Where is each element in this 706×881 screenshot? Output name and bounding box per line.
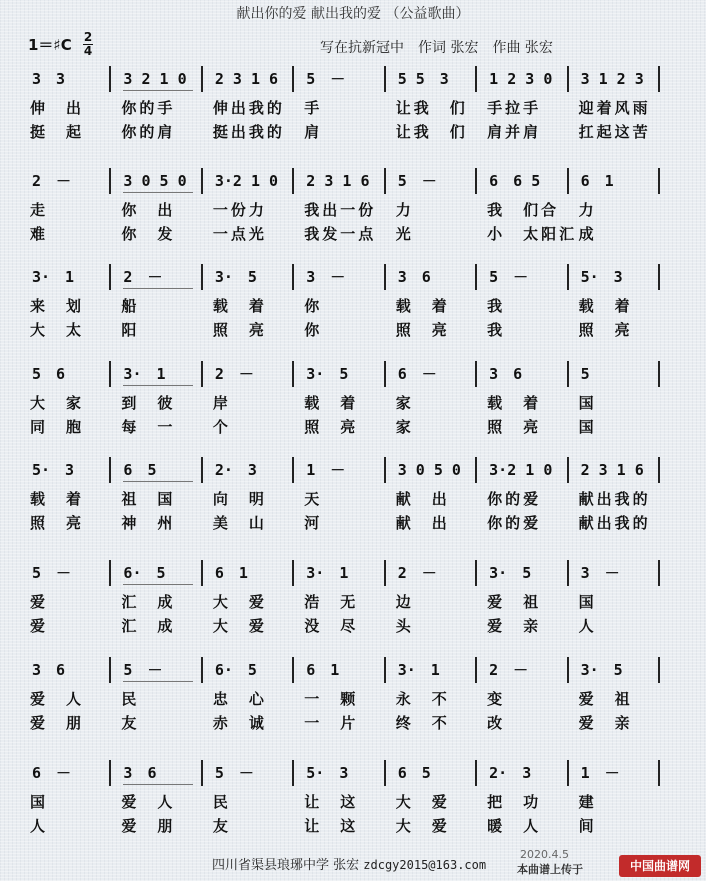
barline: [201, 168, 203, 194]
beam-line: [123, 584, 192, 585]
site-logo: 中国曲谱网: [619, 855, 701, 877]
footer-email: zdcgy2015@163.com: [363, 858, 487, 872]
lyric-verse-2: 间: [578, 817, 597, 835]
lyric-verse-1: 国: [30, 793, 49, 811]
measure-notes: 2 3 1 6: [306, 172, 370, 190]
lyric-verse-1: 爱 人: [30, 690, 85, 708]
lyric-verse-2: 每 一: [121, 418, 176, 436]
beam-line: [123, 288, 192, 289]
lyric-verse-2: 没 尽: [304, 617, 359, 635]
lyric-verse-2: 献 出: [395, 514, 450, 532]
lyric-verse-2: 爱 朋: [121, 817, 176, 835]
lyric-verse-1: 迎着风雨: [578, 99, 651, 117]
lyric-verse-1: 手: [304, 99, 323, 117]
lyric-verse-2: 照 亮: [30, 514, 85, 532]
barline: [384, 657, 386, 683]
measure-notes: 5· 3: [580, 268, 623, 286]
lyric-verse-2: 爱 朋: [30, 714, 85, 732]
barline: [292, 168, 294, 194]
lyric-verse-1: 大 家: [30, 394, 85, 412]
measure-notes: 5 －: [123, 661, 163, 679]
barline: [567, 264, 569, 290]
barline: [109, 264, 111, 290]
barline: [384, 361, 386, 387]
lyric-verse-1: 走: [30, 201, 49, 219]
measure-notes: 1 －: [580, 764, 620, 782]
barline: [658, 560, 660, 586]
barline: [658, 657, 660, 683]
barline: [658, 66, 660, 92]
barline: [567, 760, 569, 786]
lyric-verse-1: 载 着: [578, 297, 633, 315]
measure-notes: 3· 1: [32, 268, 75, 286]
barline: [567, 361, 569, 387]
measure-notes: 5· 3: [306, 764, 349, 782]
measure-notes: 2 －: [214, 365, 254, 383]
barline: [658, 361, 660, 387]
lyric-verse-2: 你 发: [121, 225, 176, 243]
credits: 写在抗新冠中 作词 张宏 作曲 张宏: [320, 40, 553, 56]
measure-notes: 2 3 1 6: [580, 461, 644, 479]
measure-notes: 6 －: [397, 365, 437, 383]
lyric-verse-2: 扛起这苦: [578, 123, 651, 141]
lyric-verse-1: 浩 无: [304, 593, 359, 611]
measure-notes: 5 5 3: [397, 70, 449, 88]
measure-notes: 3 0 5 0: [397, 461, 461, 479]
beam-line: [123, 90, 192, 91]
measure-notes: 1 2 3 0: [489, 70, 553, 88]
measure-notes: 6 5: [123, 461, 157, 479]
lyric-verse-2: 你的爱: [487, 514, 542, 532]
barline: [292, 66, 294, 92]
meter-top: 2: [83, 30, 93, 44]
lyric-verse-1: 变: [487, 690, 506, 708]
barline: [475, 560, 477, 586]
lyric-verse-1: 伸出我的: [212, 99, 285, 117]
lyric-verse-2: 国: [578, 418, 597, 436]
beam-line: [123, 784, 192, 785]
lyric-verse-1: 来 划: [30, 297, 85, 315]
measure-notes: 1 －: [306, 461, 346, 479]
lyric-verse-1: 天: [304, 490, 323, 508]
lyric-verse-2: 照 亮: [487, 418, 542, 436]
barline: [109, 560, 111, 586]
lyric-verse-1: 爱 祖: [487, 593, 542, 611]
lyric-verse-2: 美 山: [212, 514, 267, 532]
measure-notes: 2 －: [489, 661, 529, 679]
barline: [384, 66, 386, 92]
lyric-verse-2: 献出我的: [578, 514, 651, 532]
lyric-verse-2: 大 爱: [395, 817, 450, 835]
lyric-verse-2: 终 不: [395, 714, 450, 732]
barline: [384, 560, 386, 586]
lyric-verse-2: 小 太阳汇: [487, 225, 578, 243]
lyric-verse-1: 边: [395, 593, 414, 611]
lyric-verse-2: 你: [304, 321, 323, 339]
barline: [567, 168, 569, 194]
lyric-verse-2: 神 州: [121, 514, 176, 532]
lyric-verse-1: 爱: [30, 593, 49, 611]
barline: [109, 760, 111, 786]
measure-notes: 2· 3: [214, 461, 257, 479]
lyric-verse-1: 一份力: [212, 201, 267, 219]
lyric-verse-2: 河: [304, 514, 323, 532]
lyric-verse-1: 载 着: [30, 490, 85, 508]
measure-notes: 6 1: [306, 661, 340, 679]
lyric-verse-1: 民: [212, 793, 231, 811]
measure-notes: 5 －: [489, 268, 529, 286]
lyric-verse-2: 你的肩: [121, 123, 176, 141]
barline: [475, 361, 477, 387]
measure-notes: 5 －: [306, 70, 346, 88]
measure-notes: 3· 1: [306, 564, 349, 582]
lyric-verse-1: 让我 们: [395, 99, 468, 117]
beam-line: [123, 681, 192, 682]
lyric-verse-1: 力: [578, 201, 597, 219]
lyric-verse-1: 船: [121, 297, 140, 315]
measure-notes: 5 －: [214, 764, 254, 782]
barline: [567, 560, 569, 586]
lyric-verse-1: 国: [578, 593, 597, 611]
upload-note: 本曲谱上传于: [517, 863, 583, 876]
lyric-verse-2: 照 亮: [578, 321, 633, 339]
lyric-verse-1: 到 彼: [121, 394, 176, 412]
measure-notes: 5 6: [32, 365, 66, 383]
measure-notes: 6· 5: [123, 564, 166, 582]
lyric-verse-2: 爱 亲: [487, 617, 542, 635]
lyric-verse-1: 一 颗: [304, 690, 359, 708]
measure-notes: 6 1: [580, 172, 614, 190]
lyric-verse-2: 人: [578, 617, 597, 635]
lyric-verse-2: 照 亮: [304, 418, 359, 436]
lyric-verse-2: 家: [395, 418, 414, 436]
barline: [201, 66, 203, 92]
barline: [384, 457, 386, 483]
measure-notes: 3· 5: [214, 268, 257, 286]
lyric-verse-2: 阳: [121, 321, 140, 339]
lyric-verse-2: 人: [30, 817, 49, 835]
lyric-verse-1: 载 着: [304, 394, 359, 412]
meter-bottom: 4: [83, 44, 93, 58]
barline: [292, 560, 294, 586]
footer-school: 四川省渠县琅琊中学 张宏: [212, 858, 360, 873]
barline: [201, 457, 203, 483]
measure-notes: 3 6: [397, 268, 431, 286]
measure-notes: 2 －: [123, 268, 163, 286]
barline: [292, 457, 294, 483]
lyric-verse-2: 照 亮: [395, 321, 450, 339]
lyric-verse-1: 让 这: [304, 793, 359, 811]
lyric-verse-1: 献 出: [395, 490, 450, 508]
lyric-verse-1: 载 着: [487, 394, 542, 412]
lyric-verse-2: 肩: [304, 123, 323, 141]
measure-notes: 2· 3: [489, 764, 532, 782]
measure-notes: 3 2 1 0: [123, 70, 187, 88]
barline: [109, 657, 111, 683]
measure-notes: 3· 5: [489, 564, 532, 582]
lyric-verse-2: 挺出我的: [212, 123, 285, 141]
lyric-verse-1: 伸 出: [30, 99, 85, 117]
key-signature: 1＝♯C: [28, 36, 72, 54]
lyric-verse-1: 力: [395, 201, 414, 219]
lyric-verse-1: 爱 人: [121, 793, 176, 811]
measure-notes: 3 6: [489, 365, 523, 383]
lyric-verse-2: 让我 们: [395, 123, 468, 141]
measure-notes: 2 3 1 6: [214, 70, 279, 88]
lyric-verse-2: 一点光: [212, 225, 267, 243]
barline: [201, 361, 203, 387]
lyric-verse-2: 照 亮: [212, 321, 267, 339]
lyric-verse-2: 让 这: [304, 817, 359, 835]
lyric-verse-1: 你 出: [121, 201, 176, 219]
lyric-verse-2: 挺 起: [30, 123, 85, 141]
lyric-verse-2: 成: [578, 225, 597, 243]
footer-author: [212, 854, 486, 873]
lyric-verse-2: 我: [487, 321, 506, 339]
lyric-verse-2: 难: [30, 225, 49, 243]
lyric-verse-1: 你的爱: [487, 490, 542, 508]
barline: [475, 657, 477, 683]
measure-notes: 3· 5: [306, 365, 349, 383]
lyric-verse-1: 我 们合: [487, 201, 560, 219]
measure-notes: 6· 5: [214, 661, 257, 679]
barline: [475, 66, 477, 92]
measure-notes: 3 －: [306, 268, 346, 286]
lyric-verse-1: 你: [304, 297, 323, 315]
lyric-verse-1: 载 着: [212, 297, 267, 315]
lyric-verse-2: 暖 人: [487, 817, 542, 835]
measure-notes: 3 6: [123, 764, 157, 782]
lyric-verse-2: 我发一点: [304, 225, 377, 243]
measure-notes: 2 －: [32, 172, 72, 190]
lyric-verse-2: 同 胞: [30, 418, 85, 436]
lyric-verse-2: 大 爱: [212, 617, 267, 635]
footer-date: 2020.4.5: [520, 848, 569, 861]
lyric-verse-2: 肩并肩: [487, 123, 542, 141]
barline: [201, 657, 203, 683]
barline: [475, 457, 477, 483]
measure-notes: 6 －: [32, 764, 72, 782]
measure-notes: 6 1: [214, 564, 248, 582]
lyric-verse-2: 爱 亲: [578, 714, 633, 732]
lyric-verse-1: 献出我的: [578, 490, 651, 508]
lyric-verse-1: 向 明: [212, 490, 267, 508]
barline: [109, 361, 111, 387]
lyric-verse-2: 友: [212, 817, 231, 835]
barline: [201, 264, 203, 290]
measure-notes: 3·2 1 0: [214, 172, 279, 190]
barline: [658, 760, 660, 786]
lyric-verse-1: 国: [578, 394, 597, 412]
lyric-verse-2: 个: [212, 418, 231, 436]
barline: [384, 760, 386, 786]
measure-notes: 5 －: [397, 172, 437, 190]
lyric-verse-2: 大 太: [30, 321, 85, 339]
barline: [658, 457, 660, 483]
lyric-verse-2: 爱: [30, 617, 49, 635]
measure-notes: 5· 3: [32, 461, 75, 479]
measure-notes: 3 6: [32, 661, 66, 679]
barline: [384, 168, 386, 194]
beam-line: [123, 192, 192, 193]
measure-notes: 3 0 5 0: [123, 172, 187, 190]
measure-notes: 2 －: [397, 564, 437, 582]
barline: [201, 760, 203, 786]
lyric-verse-2: 一 片: [304, 714, 359, 732]
lyric-verse-1: 祖 国: [121, 490, 176, 508]
lyric-verse-2: 友: [121, 714, 140, 732]
lyric-verse-1: 岸: [212, 394, 231, 412]
lyric-verse-2: 头: [395, 617, 414, 635]
measure-notes: 3 1 2 3: [580, 70, 644, 88]
measure-notes: 3 －: [580, 564, 620, 582]
barline: [109, 66, 111, 92]
barline: [567, 66, 569, 92]
barline: [201, 560, 203, 586]
lyric-verse-1: 载 着: [395, 297, 450, 315]
barline: [292, 760, 294, 786]
barline: [475, 760, 477, 786]
barline: [658, 168, 660, 194]
measure-notes: 6 6 5: [489, 172, 541, 190]
lyric-verse-1: 你的手: [121, 99, 176, 117]
lyric-verse-2: 赤 诚: [212, 714, 267, 732]
measure-notes: 5: [580, 365, 590, 383]
lyric-verse-1: 大 爱: [395, 793, 450, 811]
barline: [384, 264, 386, 290]
measure-notes: 3·2 1 0: [489, 461, 553, 479]
song-title: 献出你的爱 献出我的爱 （公益歌曲）: [236, 6, 470, 22]
measure-notes: 3· 1: [397, 661, 440, 679]
lyric-verse-1: 手拉手: [487, 99, 542, 117]
barline: [109, 457, 111, 483]
barline: [109, 168, 111, 194]
lyric-verse-1: 忠 心: [212, 690, 267, 708]
barline: [292, 657, 294, 683]
measure-notes: 5 －: [32, 564, 72, 582]
barline: [292, 264, 294, 290]
measure-notes: 3 3: [32, 70, 66, 88]
lyric-verse-2: 汇 成: [121, 617, 176, 635]
barline: [292, 361, 294, 387]
barline: [475, 264, 477, 290]
lyric-verse-1: 大 爱: [212, 593, 267, 611]
beam-line: [123, 385, 192, 386]
lyric-verse-1: 我出一份: [304, 201, 377, 219]
barline: [475, 168, 477, 194]
lyric-verse-1: 民: [121, 690, 140, 708]
lyric-verse-1: 把 功: [487, 793, 542, 811]
beam-line: [123, 481, 192, 482]
time-signature: [83, 31, 93, 58]
lyric-verse-2: 光: [395, 225, 414, 243]
lyric-verse-1: 我: [487, 297, 506, 315]
lyric-verse-1: 爱 祖: [578, 690, 633, 708]
lyric-verse-1: 永 不: [395, 690, 450, 708]
barline: [658, 264, 660, 290]
measure-notes: 3· 5: [580, 661, 623, 679]
measure-notes: 3· 1: [123, 365, 166, 383]
barline: [567, 457, 569, 483]
lyric-verse-1: 建: [578, 793, 597, 811]
measure-notes: 6 5: [397, 764, 431, 782]
lyric-verse-2: 改: [487, 714, 506, 732]
lyric-verse-1: 家: [395, 394, 414, 412]
barline: [567, 657, 569, 683]
lyric-verse-1: 汇 成: [121, 593, 176, 611]
